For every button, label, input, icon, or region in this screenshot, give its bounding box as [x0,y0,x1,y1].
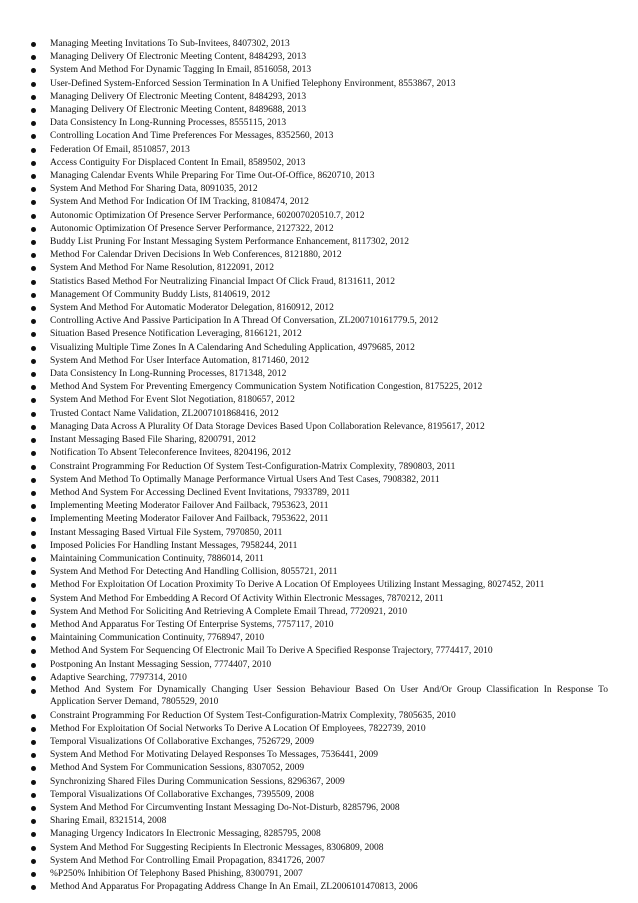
bullet-icon [31,727,36,732]
list-item-text: Autonomic Optimization Of Presence Server Performance, 602007020510.7, 2012 [50,210,365,221]
list-item-text: %P250% Inhibition Of Telephony Based Phishing, 8300791, 2007 [50,868,303,879]
list-item [0,328,638,341]
list-item [0,157,638,170]
list-item [0,776,638,789]
bullet-icon [31,82,36,87]
bullet-icon [31,623,36,628]
bullet-icon [31,544,36,549]
bullet-icon [31,359,36,364]
list-item-text: System And Method For Indication Of IM Tracking, 8108474, 2012 [50,197,309,208]
list-item-text: Data Consistency In Long-Running Processes, 8171348, 2012 [50,369,287,380]
list-item-text: Method And System For Accessing Declined Event Invitations, 7933789, 2011 [50,487,351,498]
bullet-icon [31,531,36,536]
list-item [0,672,638,685]
list-item-text: Imposed Policies For Handling Instant Messages, 7958244, 2011 [50,540,298,551]
bullet-icon [31,121,36,126]
list-item [0,527,638,540]
list-item [0,355,638,368]
list-item-text: System And Method For Sharing Data, 8091035, 2012 [50,184,258,195]
list-item [0,421,638,434]
list-item-text: System And Method For Motivating Delayed Responses To Messages, 7536441, 2009 [50,750,378,761]
list-item [0,447,638,460]
bullet-icon [31,583,36,588]
list-item [0,487,638,500]
bullet-icon [31,557,36,562]
list-item [0,645,638,658]
bullet-icon [31,161,36,166]
list-item [0,223,638,236]
bullet-icon [31,306,36,311]
list-item-text: Postponing An Instant Messaging Session, 7774407, 2010 [50,659,272,670]
patent-list [0,38,638,894]
bullet-icon [31,200,36,205]
bullet-icon [31,108,36,113]
list-item-text: Situation Based Presence Notification Leveraging, 8166121, 2012 [50,329,302,340]
list-item-text: Managing Delivery Of Electronic Meeting Content, 8489688, 2013 [50,105,307,116]
bullet-icon [31,504,36,509]
bullet-icon [31,214,36,219]
list-item [0,144,638,157]
list-item-text: Managing Calendar Events While Preparing For Time Out-Of-Office, 8620710, 2013 [50,171,375,182]
list-item [0,236,638,249]
bullet-icon [31,597,36,602]
list-item-text: Method And System For Dynamically Changing User Session Behaviour Based On User And/Or Group Classification In Response To Application Server Demand, 7805529, 2010 [50,684,608,707]
bullet-icon [31,148,36,153]
list-item-text: System And Method For Suggesting Recipients In Electronic Messages, 8306809, 2008 [50,842,384,853]
bullet-icon [31,676,36,681]
list-item-text: Method And System For Communication Sessions, 8307052, 2009 [50,763,305,774]
list-item [0,474,638,487]
list-item [0,540,638,553]
list-item-text: System And Method For Circumventing Instant Messaging Do-Not-Disturb, 8285796, 2008 [50,802,400,813]
list-item [0,881,638,894]
list-item-text: System And Method For Soliciting And Retrieving A Complete Email Thread, 7720921, 2010 [50,606,408,617]
list-item-text: Data Consistency In Long-Running Processes, 8555115, 2013 [50,118,287,129]
list-item [0,302,638,315]
list-item-text: Method And Apparatus For Propagating Address Change In An Email, ZL2006101470813, 2006 [50,882,418,893]
bullet-icon [31,346,36,351]
bullet-icon [31,385,36,390]
list-item-text: Method For Exploitation Of Location Proximity To Derive A Location Of Employees Utilizing Instant Messaging, 8027452, 2011 [50,580,545,591]
bullet-icon [31,134,36,139]
list-item-text: Sharing Email, 8321514, 2008 [50,816,167,827]
list-item [0,408,638,421]
list-item-text: Management Of Community Buddy Lists, 8140619, 2012 [50,289,271,300]
list-item [0,434,638,447]
list-item-text: System And Method For Controlling Email Propagation, 8341726, 2007 [50,855,325,866]
list-item [0,461,638,474]
bullet-icon [31,689,36,694]
bullet-icon [31,319,36,324]
list-item-text: Temporal Visualizations Of Collaborative Exchanges, 7526729, 2009 [50,736,315,747]
list-item [0,64,638,77]
list-item-text: Instant Messaging Based Virtual File System, 7970850, 2011 [50,527,283,538]
list-item [0,553,638,566]
list-item [0,659,638,672]
list-item-text: Temporal Visualizations Of Collaborative Exchanges, 7395509, 2008 [50,789,315,800]
bullet-icon [31,517,36,522]
bullet-icon [31,372,36,377]
bullet-icon [31,806,36,811]
list-item [0,606,638,619]
list-item-text: System And Method For User Interface Automation, 8171460, 2012 [50,355,310,366]
list-item [0,710,638,723]
list-item-text: Constraint Programming For Reduction Of System Test-Configuration-Matrix Complexity, 7890803, 2011 [50,461,456,472]
bullet-icon [31,740,36,745]
list-item-text: System And Method For Event Slot Negotiation, 8180657, 2012 [50,395,295,406]
list-item [0,855,638,868]
bullet-icon [31,819,36,824]
bullet-icon [31,95,36,100]
list-item-text: Buddy List Pruning For Instant Messaging System Performance Enhancement, 8117302, 2012 [50,237,410,248]
list-item [0,196,638,209]
bullet-icon [31,55,36,60]
list-item [0,78,638,91]
list-item [0,736,638,749]
bullet-icon [31,753,36,758]
list-item-text: User-Defined System-Enforced Session Termination In A Unified Telephony Environment, 8553867, 2013 [50,78,456,89]
list-item [0,117,638,130]
list-item-text: Controlling Location And Time Preferences For Messages, 8352560, 2013 [50,131,334,142]
list-item [0,381,638,394]
list-item [0,828,638,841]
list-item-text: System And Method For Dynamic Tagging In Email, 8516058, 2013 [50,65,312,76]
bullet-icon [31,714,36,719]
list-item [0,249,638,262]
list-item [0,619,638,632]
list-item [0,342,638,355]
bullet-icon [31,227,36,232]
bullet-icon [31,636,36,641]
list-item [0,513,638,526]
list-item-text: Controlling Active And Passive Participation In A Thread Of Conversation, ZL200710161779.5, 2012 [50,316,439,327]
bullet-icon [31,491,36,496]
bullet-icon [31,663,36,668]
list-item [0,762,638,775]
list-item [0,394,638,407]
bullet-icon [31,253,36,258]
list-item-text: Managing Meeting Invitations To Sub-Invitees, 8407302, 2013 [50,39,290,49]
list-item [0,815,638,828]
bullet-icon [31,872,36,877]
list-item [0,51,638,64]
list-item-text: Access Contiguity For Displaced Content In Email, 8589502, 2013 [50,157,306,168]
bullet-icon [31,885,36,890]
list-item [0,579,638,592]
list-item-text: Managing Urgency Indicators In Electronic Messaging, 8285795, 2008 [50,829,321,840]
list-item-text: Managing Data Across A Plurality Of Data Storage Devices Based Upon Collaboration Relevance, 8195617, 2012 [50,421,485,432]
list-item-text: Method And System For Preventing Emergency Communication System Notification Congestion, 8175225, 2012 [50,382,483,393]
list-item-text: System And Method To Optimally Manage Performance Virtual Users And Test Cases, 7908382, 2011 [50,474,440,485]
list-item-text: Notification To Absent Teleconference Invitees, 8204196, 2012 [50,448,292,459]
list-item [0,500,638,513]
bullet-icon [31,240,36,245]
bullet-icon [31,438,36,443]
list-item-text: Instant Messaging Based File Sharing, 8200791, 2012 [50,435,256,446]
list-item [0,368,638,381]
list-item [0,289,638,302]
list-item-text: Implementing Meeting Moderator Failover And Failback, 7953623, 2011 [50,501,329,512]
list-item-text: Maintaining Communication Continuity, 7886014, 2011 [50,553,264,564]
list-item [0,276,638,289]
list-item-text: Federation Of Email, 8510857, 2013 [50,144,190,155]
list-item [0,315,638,328]
list-item-text: System And Method For Detecting And Handling Collision, 8055721, 2011 [50,567,338,578]
list-item [0,802,638,815]
list-item [0,104,638,117]
list-item [0,723,638,736]
list-item-text: Method And System For Sequencing Of Electronic Mail To Derive A Specified Response Trajectory, 7774417, 2010 [50,646,493,657]
list-item-text: System And Method For Automatic Moderator Delegation, 8160912, 2012 [50,303,334,314]
list-item-text: System And Method For Embedding A Record Of Activity Within Electronic Messages, 7870212, 2011 [50,593,444,604]
list-item [0,38,638,51]
list-item [0,593,638,606]
list-item [0,842,638,855]
bullet-icon [31,780,36,785]
list-item [0,170,638,183]
bullet-icon [31,832,36,837]
list-item-text: Maintaining Communication Continuity, 7768947, 2010 [50,633,265,644]
list-item [0,183,638,196]
bullet-icon [31,332,36,337]
list-item-text: Visualizing Multiple Time Zones In A Calendaring And Scheduling Application, 4979685, 2012 [50,342,415,353]
bullet-icon [31,280,36,285]
list-item [0,262,638,275]
bullet-icon [31,610,36,615]
bullet-icon [31,859,36,864]
list-item-text: Adaptive Searching, 7797314, 2010 [50,672,187,683]
list-item [0,130,638,143]
list-item [0,566,638,579]
list-item [0,91,638,104]
bullet-icon [31,451,36,456]
bullet-icon [31,266,36,271]
bullet-icon [31,412,36,417]
list-item-text: Statistics Based Method For Neutralizing Financial Impact Of Click Fraud, 8131611, 2012 [50,276,396,287]
bullet-icon [31,68,36,73]
list-item [0,210,638,223]
bullet-icon [31,570,36,575]
bullet-icon [31,465,36,470]
list-item-text: Synchronizing Shared Files During Communication Sessions, 8296367, 2009 [50,776,345,787]
list-item-text: Method And Apparatus For Testing Of Enterprise Systems, 7757117, 2010 [50,619,334,630]
bullet-icon [31,398,36,403]
list-item-text: Implementing Meeting Moderator Failover And Failback, 7953622, 2011 [50,514,329,525]
bullet-icon [31,425,36,430]
bullet-icon [31,649,36,654]
list-item [0,789,638,802]
bullet-icon [31,187,36,192]
bullet-icon [31,293,36,298]
list-item [0,749,638,762]
bullet-icon [31,793,36,798]
list-item-text: Constraint Programming For Reduction Of System Test-Configuration-Matrix Complexity, 7805635, 2010 [50,710,456,721]
list-item-text: System And Method For Name Resolution, 8122091, 2012 [50,263,275,274]
bullet-icon [31,42,36,47]
list-item [0,685,638,710]
list-item [0,868,638,881]
bullet-icon [31,846,36,851]
list-item [0,632,638,645]
list-item-text: Managing Delivery Of Electronic Meeting Content, 8484293, 2013 [50,91,307,102]
list-item-text: Method For Calendar Driven Decisions In Web Conferences, 8121880, 2012 [50,250,342,261]
bullet-icon [31,766,36,771]
list-item-text: Managing Delivery Of Electronic Meeting Content, 8484293, 2013 [50,52,307,63]
bullet-icon [31,478,36,483]
bullet-icon [31,174,36,179]
list-item-text: Method For Exploitation Of Social Networks To Derive A Location Of Employees, 7822739, 2010 [50,723,426,734]
list-item-text: Autonomic Optimization Of Presence Server Performance, 2127322, 2012 [50,223,334,234]
list-item-text: Trusted Contact Name Validation, ZL2007101868416, 2012 [50,408,279,419]
